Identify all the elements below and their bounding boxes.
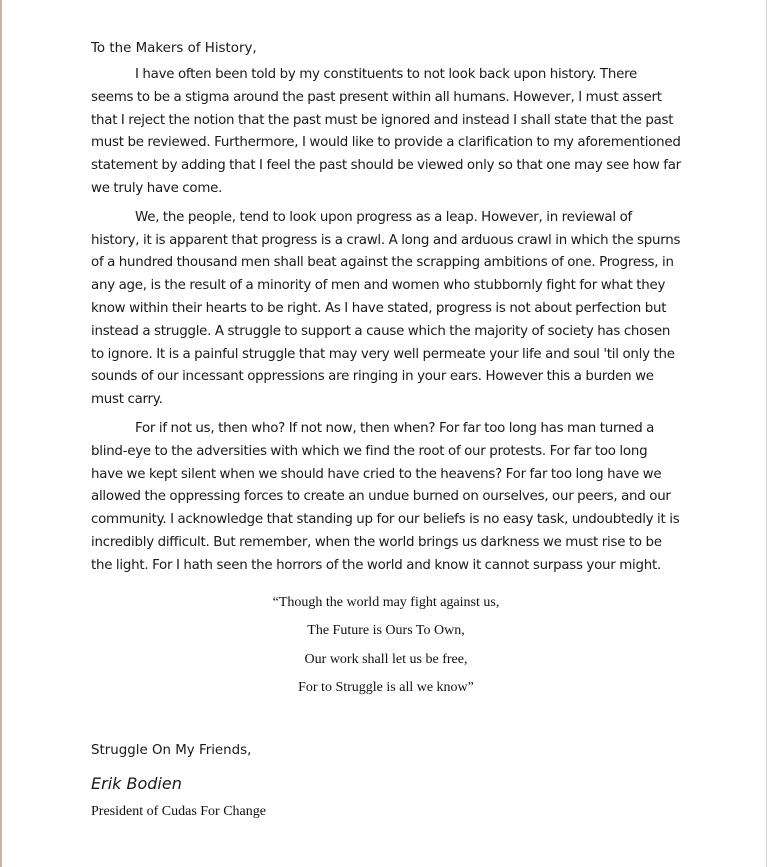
poem-quote (91, 589, 681, 703)
paragraph-1: I have often been told by my constituents to not look back upon history. There seems to be a stigma around the past present within all humans. However, I must assert that I reject the notion that the past must be ignored and instead I shall state that the past must be reviewed. Furthermore, I would like to provide a clarification to my aforementioned statement by adding that I feel the past should be viewed only so that one may see how far we truly have come. (91, 67, 681, 196)
poem-line-2: The Future is Ours To Own, (307, 623, 465, 639)
poem-line-4: For to Struggle is all we know” (298, 680, 474, 696)
page-edge-left (0, 0, 2, 867)
letter-body (91, 38, 681, 822)
salutation: To the Makers of History, (91, 41, 257, 56)
poem-line-3: Our work shall let us be free, (304, 651, 468, 667)
paragraph-3: For if not us, then who? If not now, then when? For far too long has man turned a blind-eye to the adversities with which we find the root of our protests. For far too long have we kept silent when we should have cried to the heavens? For far too long have we allowed the oppressing forces to create an undue burned on ourselves, our peers, and our community. I acknowledge that standing up for our beliefs is no easy task, undoubtedly it is incredibly difficult. But remember, when the world brings us darkness we must rise to be the light. For I hath seen the horrors of the world and know it cannot surpass your might. (91, 420, 680, 573)
signature: Erik Bodien (91, 773, 182, 793)
closing-line: Struggle On My Friends, (91, 742, 252, 758)
poem-line-1: “Though the world may fight against us, (272, 594, 500, 610)
signer-title: President of Cudas For Change (91, 803, 266, 819)
paragraph-2: We, the people, tend to look upon progress as a leap. However, in reviewal of history, it is apparent that progress is a crawl. A long and arduous crawl in which the spurns of a hundred thousand men shall beat against the scrapping ambitions of one. Progress, in any age, is the result of a minority of men and women who stubbornly fight for what they know within their hearts to be right. As I have stated, progress is not about perfection but instead a struggle. A struggle to support a cause which the majority of society has chosen to ignore. It is a painful struggle that may very well permeate your life and soul 'til only the sounds of our incessant oppressions are ringing in your ears. However this a burden we must carry. (91, 209, 681, 408)
